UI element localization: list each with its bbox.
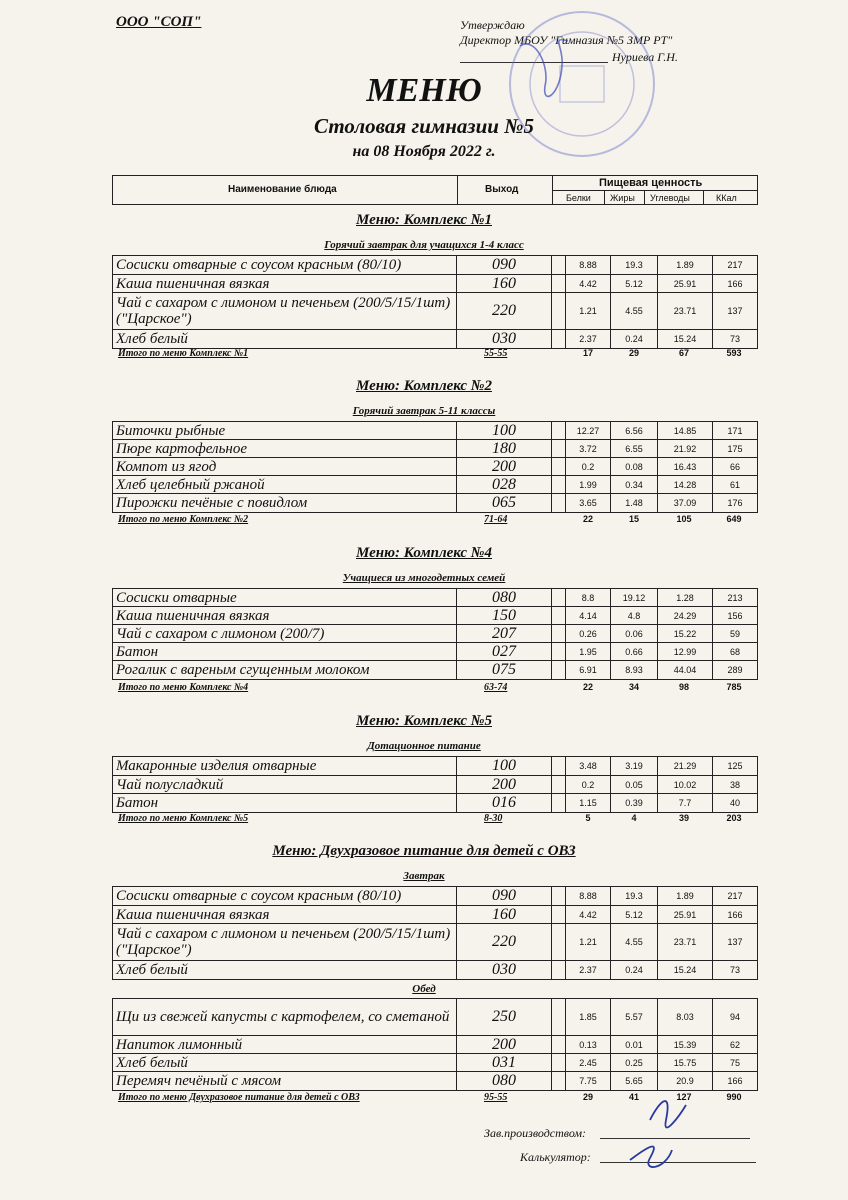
- carbs-value: 44.04: [658, 661, 713, 679]
- carbs-value: 23.71: [658, 924, 713, 960]
- total-proteins: 5: [585, 813, 591, 823]
- header-carbs: Углеводы: [650, 193, 690, 203]
- table-row: [113, 494, 757, 512]
- kcal-value: 166: [727, 909, 743, 920]
- total-fats: 34: [628, 682, 639, 692]
- carbs-value: 21.29: [658, 757, 713, 775]
- total-fats: 4: [631, 813, 637, 823]
- empty-cell: [552, 776, 566, 793]
- dish-output: 016: [457, 794, 552, 812]
- proteins-value: 0.2: [566, 776, 611, 793]
- dish-output: 030: [457, 961, 552, 979]
- fats-value: 0.24: [611, 330, 658, 348]
- kcal-value: 171: [727, 425, 743, 436]
- menu-table: [112, 756, 758, 813]
- dish-output: 031: [457, 1054, 552, 1071]
- fats-value: 0.66: [611, 643, 658, 660]
- approval-line-2: Директор МБОУ "Гимназия №5 ЗМР РТ": [460, 33, 673, 47]
- fats-value: 4.55: [611, 924, 658, 960]
- page-title: МЕНЮ: [366, 72, 482, 109]
- carbs-value: 25.91: [658, 275, 713, 292]
- fats-value: 5.57: [611, 999, 658, 1035]
- empty-cell: [552, 589, 566, 606]
- section-subtitle: Дотационное питание: [367, 740, 481, 752]
- total-carbs: 67: [678, 348, 689, 358]
- dish-output: 200: [457, 776, 552, 793]
- proteins-value: 8.88: [566, 256, 611, 274]
- total-kcal: 785: [726, 682, 742, 692]
- proteins-value: 7.75: [566, 1072, 611, 1090]
- dish-name: Чай с сахаром с лимоном и печеньем (200/5/15/1шт) ("Царское"): [113, 924, 457, 960]
- section-subtitle: Горячий завтрак 5-11 классы: [352, 405, 496, 417]
- empty-cell: [552, 794, 566, 812]
- proteins-value: 1.21: [566, 924, 611, 960]
- table-row: [113, 887, 757, 906]
- proteins-value: 8.8: [566, 589, 611, 606]
- empty-cell: [552, 256, 566, 274]
- empty-cell: [552, 293, 566, 329]
- dish-output: 080: [457, 589, 552, 606]
- proteins-value: 2.37: [566, 330, 611, 348]
- total-fats: 29: [628, 348, 639, 358]
- table-row: [113, 776, 757, 794]
- dish-name: Чай полусладкий: [113, 776, 457, 793]
- kcal-value: 175: [727, 443, 743, 454]
- fats-value: 5.12: [611, 275, 658, 292]
- table-row: [113, 794, 757, 812]
- proteins-value: 6.91: [566, 661, 611, 679]
- table-row: [113, 643, 757, 661]
- empty-cell: [552, 924, 566, 960]
- carbs-value: 1.28: [658, 589, 713, 606]
- table-row: [113, 293, 757, 330]
- table-row: [113, 1036, 757, 1054]
- table-row: [113, 607, 757, 625]
- dish-output: 065: [457, 494, 552, 512]
- total-row: [112, 813, 758, 827]
- menu-date: на 08 Ноября 2022 г.: [352, 143, 496, 160]
- dish-name: Пюре картофельное: [113, 440, 457, 457]
- carbs-value: 21.92: [658, 440, 713, 457]
- dish-output: 090: [457, 256, 552, 274]
- dish-output: 200: [457, 458, 552, 475]
- section-title: Меню: Комплекс №2: [356, 378, 492, 394]
- kcal-value: 125: [727, 761, 743, 771]
- proteins-value: 0.26: [566, 625, 611, 642]
- section-subtitle: Завтрак: [403, 870, 445, 882]
- carbs-value: 37.09: [658, 494, 713, 512]
- table-row: [113, 422, 757, 440]
- carbs-value: 15.75: [658, 1054, 713, 1071]
- section-title: Меню: Комплекс №4: [356, 545, 492, 561]
- kcal-value: 166: [727, 278, 743, 289]
- dish-output: 080: [457, 1072, 552, 1090]
- dish-output: 160: [457, 275, 552, 292]
- signature-label-production: Зав.производством:: [484, 1126, 587, 1140]
- table-row: [113, 999, 757, 1036]
- proteins-value: 1.15: [566, 794, 611, 812]
- empty-cell: [552, 275, 566, 292]
- total-kcal: 203: [726, 813, 742, 823]
- kcal-value: 68: [729, 646, 740, 657]
- approval-line-1: Утверждаю: [460, 18, 525, 32]
- carbs-value: 12.99: [658, 643, 713, 660]
- carbs-value: 15.24: [658, 961, 713, 979]
- kcal-value: 66: [729, 461, 740, 472]
- table-header: [112, 175, 758, 205]
- dish-name: Перемяч печёный с мясом: [113, 1072, 457, 1090]
- kcal-value: 137: [727, 937, 743, 947]
- fats-value: 0.39: [611, 794, 658, 812]
- menu-table: [112, 255, 758, 349]
- fats-value: 5.12: [611, 906, 658, 923]
- carbs-value: 24.29: [658, 607, 713, 624]
- dish-output: 027: [457, 643, 552, 660]
- proteins-value: 0.2: [566, 458, 611, 475]
- empty-cell: [552, 961, 566, 979]
- total-kcal: 593: [726, 348, 742, 358]
- kcal-value: 176: [727, 498, 743, 508]
- proteins-value: 8.88: [566, 887, 611, 905]
- dish-name: Рогалик с вареным сгущенным молоком: [113, 661, 457, 679]
- carbs-value: 16.43: [658, 458, 713, 475]
- page-subtitle: Столовая гимназии №5: [314, 114, 534, 138]
- organization-name: ООО "СОП": [116, 14, 202, 30]
- dish-name: Каша пшеничная вязкая: [113, 607, 457, 624]
- proteins-value: 1.99: [566, 476, 611, 493]
- dish-output: 180: [457, 440, 552, 457]
- total-carbs: 39: [678, 813, 689, 823]
- section-subtitle: Учащиеся из многодетных семей: [342, 572, 506, 584]
- fats-value: 6.56: [611, 422, 658, 439]
- dish-output: 100: [457, 757, 552, 775]
- dish-output: 200: [457, 1036, 552, 1053]
- carbs-value: 8.03: [658, 999, 713, 1035]
- total-label: Итого по меню Комплекс №5: [118, 813, 249, 824]
- empty-cell: [552, 887, 566, 905]
- total-fats: 15: [628, 514, 639, 524]
- empty-cell: [552, 607, 566, 624]
- dish-name: Сосиски отварные с соусом красным (80/10): [113, 887, 457, 905]
- fats-value: 5.65: [611, 1072, 658, 1090]
- menu-table: [112, 588, 758, 680]
- kcal-value: 217: [727, 260, 743, 270]
- total-kcal: 990: [726, 1092, 742, 1102]
- section-title: Меню: Комплекс №1: [356, 212, 492, 228]
- dish-output: 220: [457, 924, 552, 960]
- dish-output: 100: [457, 422, 552, 439]
- kcal-value: 73: [729, 965, 740, 975]
- carbs-value: 15.24: [658, 330, 713, 348]
- dish-output: 150: [457, 607, 552, 624]
- total-fats: 41: [628, 1092, 639, 1102]
- dish-output: 207: [457, 625, 552, 642]
- proteins-value: 2.45: [566, 1054, 611, 1071]
- menu-table: [112, 886, 758, 980]
- fats-value: 4.55: [611, 293, 658, 329]
- kcal-value: 40: [729, 798, 740, 808]
- menu-table: [112, 998, 758, 1091]
- dish-output: 075: [457, 661, 552, 679]
- total-carbs: 105: [676, 514, 692, 524]
- fats-value: 4.8: [611, 607, 658, 624]
- kcal-value: 73: [729, 334, 740, 344]
- total-label: Итого по меню Комплекс №2: [118, 514, 249, 525]
- carbs-value: 1.89: [658, 887, 713, 905]
- carbs-value: 1.89: [658, 256, 713, 274]
- header-name: Наименование блюда: [228, 184, 337, 195]
- proteins-value: 4.14: [566, 607, 611, 624]
- dish-name: Пирожки печёные с повидлом: [113, 494, 457, 512]
- header-proteins: Белки: [566, 193, 591, 203]
- table-row: [113, 906, 757, 924]
- dish-name: Каша пшеничная вязкая: [113, 275, 457, 292]
- carbs-value: 25.91: [658, 906, 713, 923]
- dish-name: Хлеб белый: [113, 1054, 457, 1071]
- empty-cell: [552, 422, 566, 439]
- kcal-value: 62: [729, 1039, 740, 1050]
- carbs-value: 14.85: [658, 422, 713, 439]
- table-row: [113, 589, 757, 607]
- total-row: [112, 682, 758, 696]
- carbs-value: 7.7: [658, 794, 713, 812]
- fats-value: 0.25: [611, 1054, 658, 1071]
- proteins-value: 2.37: [566, 961, 611, 979]
- dish-name: Сосиски отварные: [113, 589, 457, 606]
- empty-cell: [552, 330, 566, 348]
- kcal-value: 217: [727, 891, 743, 901]
- proteins-value: 3.72: [566, 440, 611, 457]
- dish-name: Сосиски отварные с соусом красным (80/10): [113, 256, 457, 274]
- total-output: 8-30: [484, 813, 503, 824]
- table-row: [113, 440, 757, 458]
- dish-name: Макаронные изделия отварные: [113, 757, 457, 775]
- proteins-value: 1.21: [566, 293, 611, 329]
- dish-name: Чай с сахаром с лимоном и печеньем (200/5/15/1шт) ("Царское"): [113, 293, 457, 329]
- proteins-value: 0.13: [566, 1036, 611, 1053]
- dish-output: 028: [457, 476, 552, 493]
- dish-name: Батон: [113, 794, 457, 812]
- empty-cell: [552, 999, 566, 1035]
- kcal-value: 289: [727, 665, 743, 675]
- table-row: [113, 476, 757, 494]
- kcal-value: 59: [729, 628, 740, 639]
- kcal-value: 61: [729, 479, 740, 490]
- section-subtitle: Горячий завтрак для учащихся 1-4 класс: [324, 239, 524, 251]
- proteins-value: 3.65: [566, 494, 611, 512]
- total-output: 95-55: [484, 1092, 508, 1103]
- empty-cell: [552, 643, 566, 660]
- proteins-value: 1.85: [566, 999, 611, 1035]
- proteins-value: 12.27: [566, 422, 611, 439]
- carbs-value: 15.39: [658, 1036, 713, 1053]
- proteins-value: 4.42: [566, 906, 611, 923]
- table-row: [113, 330, 757, 348]
- fats-value: 0.24: [611, 961, 658, 979]
- dish-name: Батон: [113, 643, 457, 660]
- proteins-value: 3.48: [566, 757, 611, 775]
- empty-cell: [552, 625, 566, 642]
- fats-value: 0.08: [611, 458, 658, 475]
- fats-value: 0.34: [611, 476, 658, 493]
- kcal-value: 166: [727, 1076, 743, 1086]
- fats-value: 3.19: [611, 757, 658, 775]
- dish-output: 220: [457, 293, 552, 329]
- dish-name: Хлеб белый: [113, 961, 457, 979]
- fats-value: 19.12: [611, 589, 658, 606]
- kcal-value: 137: [727, 306, 743, 316]
- fats-value: 0.01: [611, 1036, 658, 1053]
- carbs-value: 15.22: [658, 625, 713, 642]
- proteins-value: 4.42: [566, 275, 611, 292]
- fats-value: 6.55: [611, 440, 658, 457]
- empty-cell: [552, 1072, 566, 1090]
- empty-cell: [552, 494, 566, 512]
- dish-output: 160: [457, 906, 552, 923]
- kcal-value: 94: [729, 1012, 740, 1022]
- table-row: [113, 961, 757, 979]
- empty-cell: [552, 476, 566, 493]
- total-kcal: 649: [726, 514, 742, 524]
- carbs-value: 10.02: [658, 776, 713, 793]
- dish-name: Чай с сахаром с лимоном (200/7): [113, 625, 457, 642]
- empty-cell: [552, 458, 566, 475]
- dish-output: 090: [457, 887, 552, 905]
- total-carbs: 98: [678, 682, 689, 692]
- header-nutrition: Пищевая ценность: [599, 177, 703, 189]
- header-kcal: ККал: [716, 193, 737, 203]
- dish-name: Компот из ягод: [113, 458, 457, 475]
- carbs-value: 23.71: [658, 293, 713, 329]
- empty-cell: [552, 1054, 566, 1071]
- table-row: [113, 1054, 757, 1072]
- fats-value: 19.3: [611, 256, 658, 274]
- empty-cell: [552, 1036, 566, 1053]
- total-carbs: 127: [676, 1092, 692, 1102]
- total-output: 71-64: [484, 514, 508, 525]
- dish-name: Щи из свежей капусты с картофелем, со сметаной: [113, 999, 457, 1035]
- kcal-value: 213: [727, 592, 743, 603]
- table-row: [113, 275, 757, 293]
- header-fats: Жиры: [610, 193, 635, 203]
- total-row: [112, 514, 758, 528]
- signature-label-calculator: Калькулятор:: [520, 1150, 591, 1164]
- dish-name: Каша пшеничная вязкая: [113, 906, 457, 923]
- header-out: Выход: [485, 184, 519, 195]
- empty-cell: [552, 661, 566, 679]
- section-title: Меню: Комплекс №5: [356, 713, 492, 729]
- carbs-value: 20.9: [658, 1072, 713, 1090]
- table-row: [113, 256, 757, 275]
- kcal-value: 156: [727, 610, 743, 621]
- fats-value: 8.93: [611, 661, 658, 679]
- total-proteins: 29: [582, 1092, 593, 1102]
- total-row: [112, 348, 758, 362]
- fats-value: 0.06: [611, 625, 658, 642]
- empty-cell: [552, 906, 566, 923]
- dish-output: 250: [457, 999, 552, 1035]
- total-output: 55-55: [484, 348, 508, 359]
- empty-cell: [552, 757, 566, 775]
- section-subtitle: Обед: [412, 983, 436, 995]
- approval-director-name: Нуриева Г.Н.: [612, 50, 678, 64]
- dish-name: Хлеб целебный ржаной: [113, 476, 457, 493]
- empty-cell: [552, 440, 566, 457]
- proteins-value: 1.95: [566, 643, 611, 660]
- table-row: [113, 661, 757, 679]
- total-label: Итого по меню Комплекс №4: [118, 682, 249, 693]
- total-proteins: 22: [582, 682, 593, 692]
- table-row: [113, 625, 757, 643]
- total-output: 63-74: [484, 682, 508, 693]
- menu-table: [112, 421, 758, 513]
- handwritten-signature: [590, 1080, 700, 1180]
- table-row: [113, 924, 757, 961]
- dish-name: Хлеб белый: [113, 330, 457, 348]
- table-row: [113, 458, 757, 476]
- carbs-value: 14.28: [658, 476, 713, 493]
- total-label: Итого по меню Двухразовое питание для детей с ОВЗ: [118, 1092, 360, 1103]
- kcal-value: 38: [729, 779, 740, 790]
- total-proteins: 22: [582, 514, 593, 524]
- fats-value: 1.48: [611, 494, 658, 512]
- total-label: Итого по меню Комплекс №1: [118, 348, 249, 359]
- kcal-value: 75: [729, 1057, 740, 1068]
- table-row: [113, 757, 757, 776]
- dish-output: 030: [457, 330, 552, 348]
- fats-value: 0.05: [611, 776, 658, 793]
- section-title: Меню: Двухразовое питание для детей с ОВЗ: [272, 843, 576, 859]
- fats-value: 19.3: [611, 887, 658, 905]
- dish-name: Напиток лимонный: [113, 1036, 457, 1053]
- total-proteins: 17: [582, 348, 593, 358]
- dish-name: Биточки рыбные: [113, 422, 457, 439]
